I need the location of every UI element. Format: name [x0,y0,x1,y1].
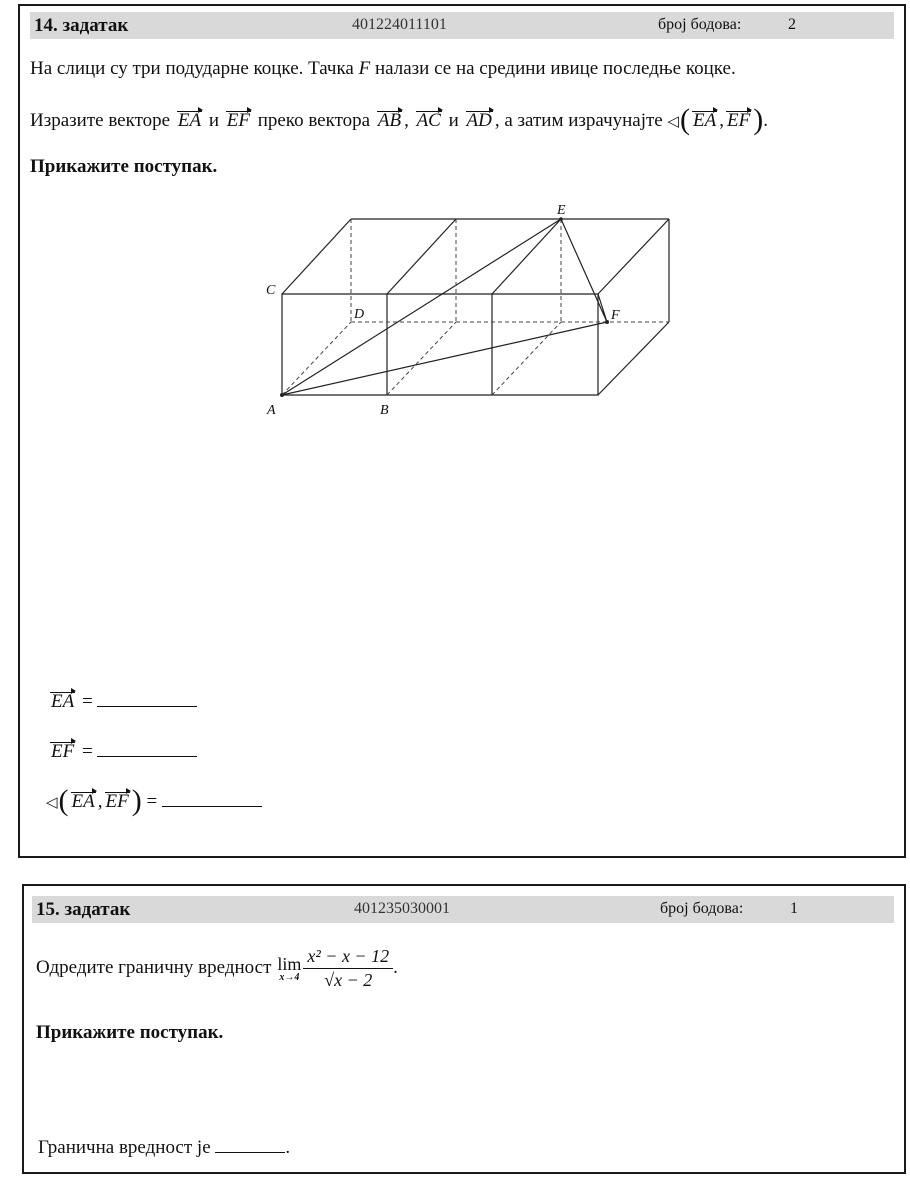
answer-EF-blank[interactable] [97,740,197,757]
answer-angle-blank[interactable] [162,790,262,807]
point-F-label: F [611,308,620,323]
point-D-label: D [354,307,365,322]
task-14-box [18,4,906,858]
answer-EA-row: EA = [48,690,197,713]
task-15-header [32,896,894,923]
answer-limit-blank[interactable] [215,1136,285,1153]
three-cubes-figure [20,6,904,856]
point-C-label: C [266,283,276,298]
answer-EA-blank[interactable] [97,690,197,707]
point-E-label: E [557,203,566,218]
task-15-prompt: Одредите граничну вредност lim x→4 $\frac{\text{x² − x − 12}}{√x - 2}$ . [36,946,398,990]
vector-AB: AB [377,110,402,131]
answer-EF-row: EF = [48,740,197,763]
task-number: 15. задатак [36,899,131,920]
show-work-label: Прикажите поступак. [36,1022,224,1043]
limit-fraction: $\frac{\text{x² − x − 12}}{√x - 2}$ [303,946,393,991]
points-label: број бодова: [660,900,744,917]
vector-AC: AC [416,110,441,131]
points-value: 1 [790,900,798,917]
points-value: 2 [788,16,796,33]
task-number: 14. задатак [34,15,129,36]
points-label: број бодова: [658,16,742,33]
answer-angle-row: ◁( EA , EF ) = [46,790,262,813]
answer-limit-row: Гранична вредност је . [38,1137,291,1158]
task-14-statement: На слици су три подударне коцке. Тачка F налази се на средини ивице последње коцке. [30,58,736,79]
task-15-box [22,884,906,1174]
show-work-label: Прикажите поступак. [30,156,218,177]
task-14-instruction: Изразите векторе EA и EF преко вектора AB , AC и AD , а затим израчунајте ◁( EA , EF ). [30,103,768,136]
vector-EA: EA [177,110,202,131]
point-A-label: A [267,403,276,418]
task-code: 401224011101 [352,16,447,33]
angle-symbol: ◁ [667,114,680,130]
vector-AD: AD [466,110,492,131]
point-B-label: B [380,403,389,418]
task-code: 401235030001 [354,900,450,917]
vector-EF: EF [226,110,250,131]
limit-operator: lim x→4 [277,953,302,983]
